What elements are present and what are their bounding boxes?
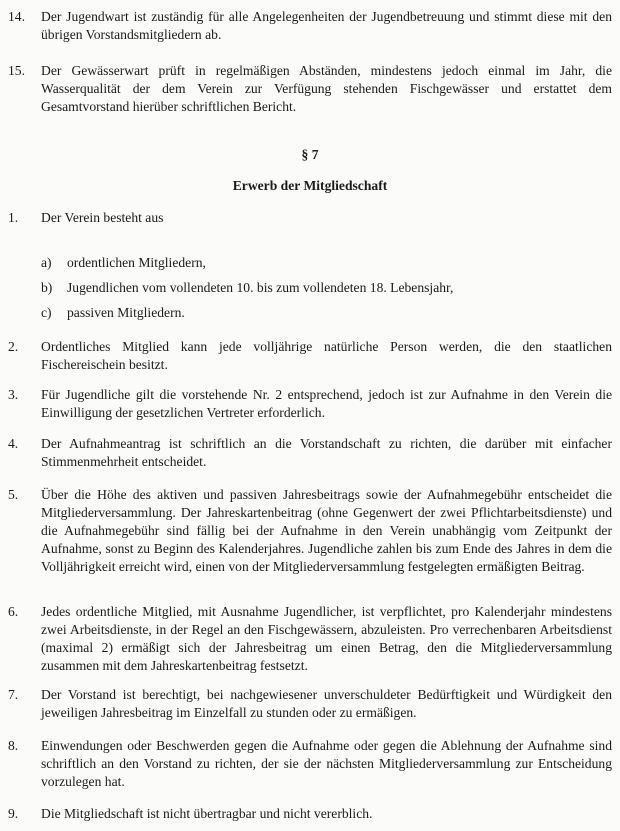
clause-text: Der Verein besteht aus xyxy=(41,210,164,225)
clause-number: 1. xyxy=(8,210,19,225)
clause-number: 9. xyxy=(8,806,19,821)
clause-text: Ordentliches Mitglied kann jede volljährige natürliche Person werden, die den staatlichen Fischereischein besitzt. xyxy=(41,339,612,372)
clause-number: 7. xyxy=(8,687,19,702)
sub-item-text: passiven Mitgliedern. xyxy=(67,305,185,320)
clause-number: 4. xyxy=(8,436,19,451)
clause-number: 8. xyxy=(8,738,19,753)
sub-item-letter: a) xyxy=(41,255,52,270)
clause-text: Der Vorstand ist berechtigt, bei nachgewiesener unverschuldeter Bedürftigkeit und Würdigkeit den jeweiligen Jahresbeitrag im Einzelfall zu stunden oder zu ermäßigen. xyxy=(41,687,612,720)
clause-2 xyxy=(8,338,612,374)
clause-8 xyxy=(8,737,612,791)
clause-14 xyxy=(8,8,612,44)
clause-number: 2. xyxy=(8,339,19,354)
clause-7 xyxy=(8,686,612,722)
clause-4 xyxy=(8,435,612,471)
clause-text: Jedes ordentliche Mitglied, mit Ausnahme Jugendlicher, ist verpflichtet, pro Kalenderjahr mindestens zwei Arbeitsdienste, in der Regel an den Fischgewässern, abzuleisten. Pro verrechenbaren Arbeitsdienst (maximal 2) ermäßigt sich der Jahresbeitrag um einen Betrag, den die Mitgliederversammlung zusammen mit dem Jahreskartenbeitrag festsetzt. xyxy=(41,604,612,673)
clause-number: 5. xyxy=(8,487,19,502)
sub-item-c xyxy=(41,304,601,322)
clause-6 xyxy=(8,603,612,675)
sub-item-b xyxy=(41,279,601,297)
clause-number: 6. xyxy=(8,604,19,619)
sub-item-text: ordentlichen Mitgliedern, xyxy=(67,255,206,270)
clause-number: 14. xyxy=(8,9,25,24)
clause-9 xyxy=(8,805,612,823)
clause-5 xyxy=(8,486,612,576)
clause-text: Der Jugendwart ist zuständig für alle Angelegenheiten der Jugendbetreuung und stimmt diese mit den übrigen Vorstandsmitgliedern ab. xyxy=(41,9,612,42)
clause-text: Für Jugendliche gilt die vorstehende Nr. 2 entsprechend, jedoch ist zur Aufnahme in den Verein die Einwilligung der gesetzlichen Vertreter erforderlich. xyxy=(41,387,612,420)
clause-text: Einwendungen oder Beschwerden gegen die Aufnahme oder gegen die Ablehnung der Aufnahme sind schriftlich an den Vorstand zu richten, der sie der nächsten Mitgliederversammlung zur Entscheidung vorzulegen hat. xyxy=(41,738,612,789)
clause-text: Der Gewässerwart prüft in regelmäßigen Abständen, mindestens jedoch einmal im Jahr, die Wasserqualität der dem Verein zur Verfügung stehenden Fischgewässer und erstattet dem Gesamtvorstand hierüber schriftlichen Bericht. xyxy=(41,63,612,114)
clause-number: 15. xyxy=(8,63,25,78)
clause-text: Der Aufnahmeantrag ist schriftlich an die Vorstandschaft zu richten, die darüber mit einfacher Stimmenmehrheit entscheidet. xyxy=(41,436,612,469)
clause-text: Die Mitgliedschaft ist nicht übertragbar und nicht vererblich. xyxy=(41,806,373,821)
sub-item-letter: b) xyxy=(41,280,53,295)
section-symbol: § 7 xyxy=(301,147,319,162)
clause-number: 3. xyxy=(8,387,19,402)
clause-text: Über die Höhe des aktiven und passiven Jahresbeitrags sowie der Aufnahmegebühr entscheidet die Mitgliederversammlung. Der Jahreskartenbeitrag (ohne Gegenwert der zwei Pflichtarbeitsdienste) und die Aufnahmegebühr sind fällig bei der Aufnahme in den Verein unabhängig vom Zeitpunkt der Aufnahme, sonst zu Beginn des Kalenderjahres. Jugendliche zahlen bis zum Ende des Jahres in dem die Volljährigkeit erreicht wird, einen von der Mitgliederversammlung festgelegten ermäßigten Beitrag. xyxy=(41,487,612,574)
sub-item-a xyxy=(41,254,601,272)
clause-1 xyxy=(8,209,612,227)
section-title: Erwerb der Mitgliedschaft xyxy=(232,178,388,193)
sub-item-text: Jugendlichen vom vollendeten 10. bis zum vollendeten 18. Lebensjahr, xyxy=(67,280,454,295)
clause-15 xyxy=(8,62,612,116)
sub-item-letter: c) xyxy=(41,305,52,320)
clause-3 xyxy=(8,386,612,422)
